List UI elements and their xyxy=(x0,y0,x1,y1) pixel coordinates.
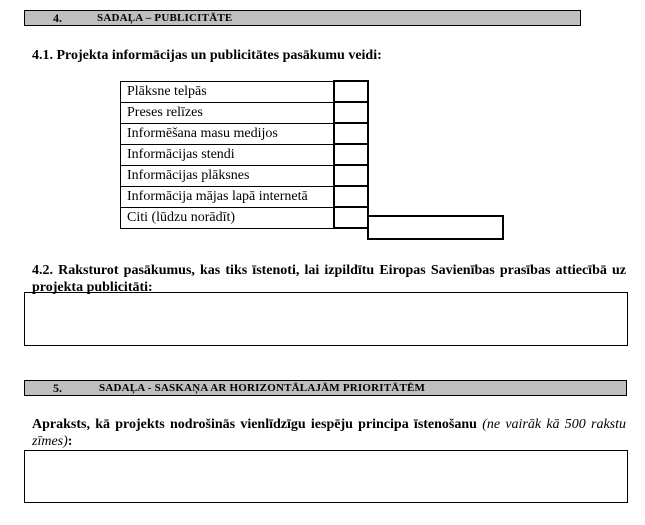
question-4-2: 4.2. Raksturot pasākumus, kas tiks īstenoti, lai izpildītu Eiropas Savienības prasības attiecībā uz projekta publicitāti: xyxy=(32,263,626,295)
table-row xyxy=(121,123,368,144)
section-5-title: SADAĻA - SASKAŅA AR HORIZONTĀLAJĀM PRIORITĀTĒM xyxy=(99,382,426,394)
description-bold: Apraksts, kā projekts nodrošinās vienlīdzīgu iespēju principa īstenošanu xyxy=(32,417,477,432)
table-row xyxy=(121,186,368,207)
publicity-item-label: Informēšana masu medijos xyxy=(121,123,334,144)
section-5-answer-field[interactable] xyxy=(24,450,628,503)
section-4-title: SADAĻA – PUBLICITĀTE xyxy=(97,12,233,24)
answer-4-2-field[interactable] xyxy=(24,292,628,346)
table-row xyxy=(121,81,368,102)
publicity-item-checkbox[interactable] xyxy=(334,144,368,165)
publicity-item-label: Citi (lūdzu norādīt) xyxy=(121,207,334,228)
publicity-item-label: Informācijas plāksnes xyxy=(121,165,334,186)
description-end: : xyxy=(67,434,73,449)
question-4-1: 4.1. Projekta informācijas un publicitātes pasākumu veidi: xyxy=(32,48,382,63)
section-5-header xyxy=(24,380,627,396)
other-specify-field[interactable] xyxy=(367,215,504,240)
section-4-header xyxy=(24,10,581,26)
table-row xyxy=(121,102,368,123)
section-5-number: 5. xyxy=(53,381,62,395)
publicity-item-checkbox[interactable] xyxy=(334,81,368,102)
description-italic: (ne vairāk kā 500 rakstu zīmes) xyxy=(32,417,627,449)
publicity-item-checkbox[interactable] xyxy=(334,207,368,228)
publicity-types-table xyxy=(120,80,369,229)
publicity-item-label: Plāksne telpās xyxy=(121,81,334,102)
publicity-item-checkbox[interactable] xyxy=(334,123,368,144)
publicity-item-label: Preses relīzes xyxy=(121,102,334,123)
table-row xyxy=(121,165,368,186)
section-5-description xyxy=(32,416,626,450)
publicity-item-checkbox[interactable] xyxy=(334,165,368,186)
table-row xyxy=(121,207,368,228)
publicity-item-label: Informācija mājas lapā internetā xyxy=(121,186,334,207)
publicity-item-checkbox[interactable] xyxy=(334,102,368,123)
publicity-item-checkbox[interactable] xyxy=(334,186,368,207)
section-4-number: 4. xyxy=(53,11,62,25)
table-row xyxy=(121,144,368,165)
publicity-item-label: Informācijas stendi xyxy=(121,144,334,165)
